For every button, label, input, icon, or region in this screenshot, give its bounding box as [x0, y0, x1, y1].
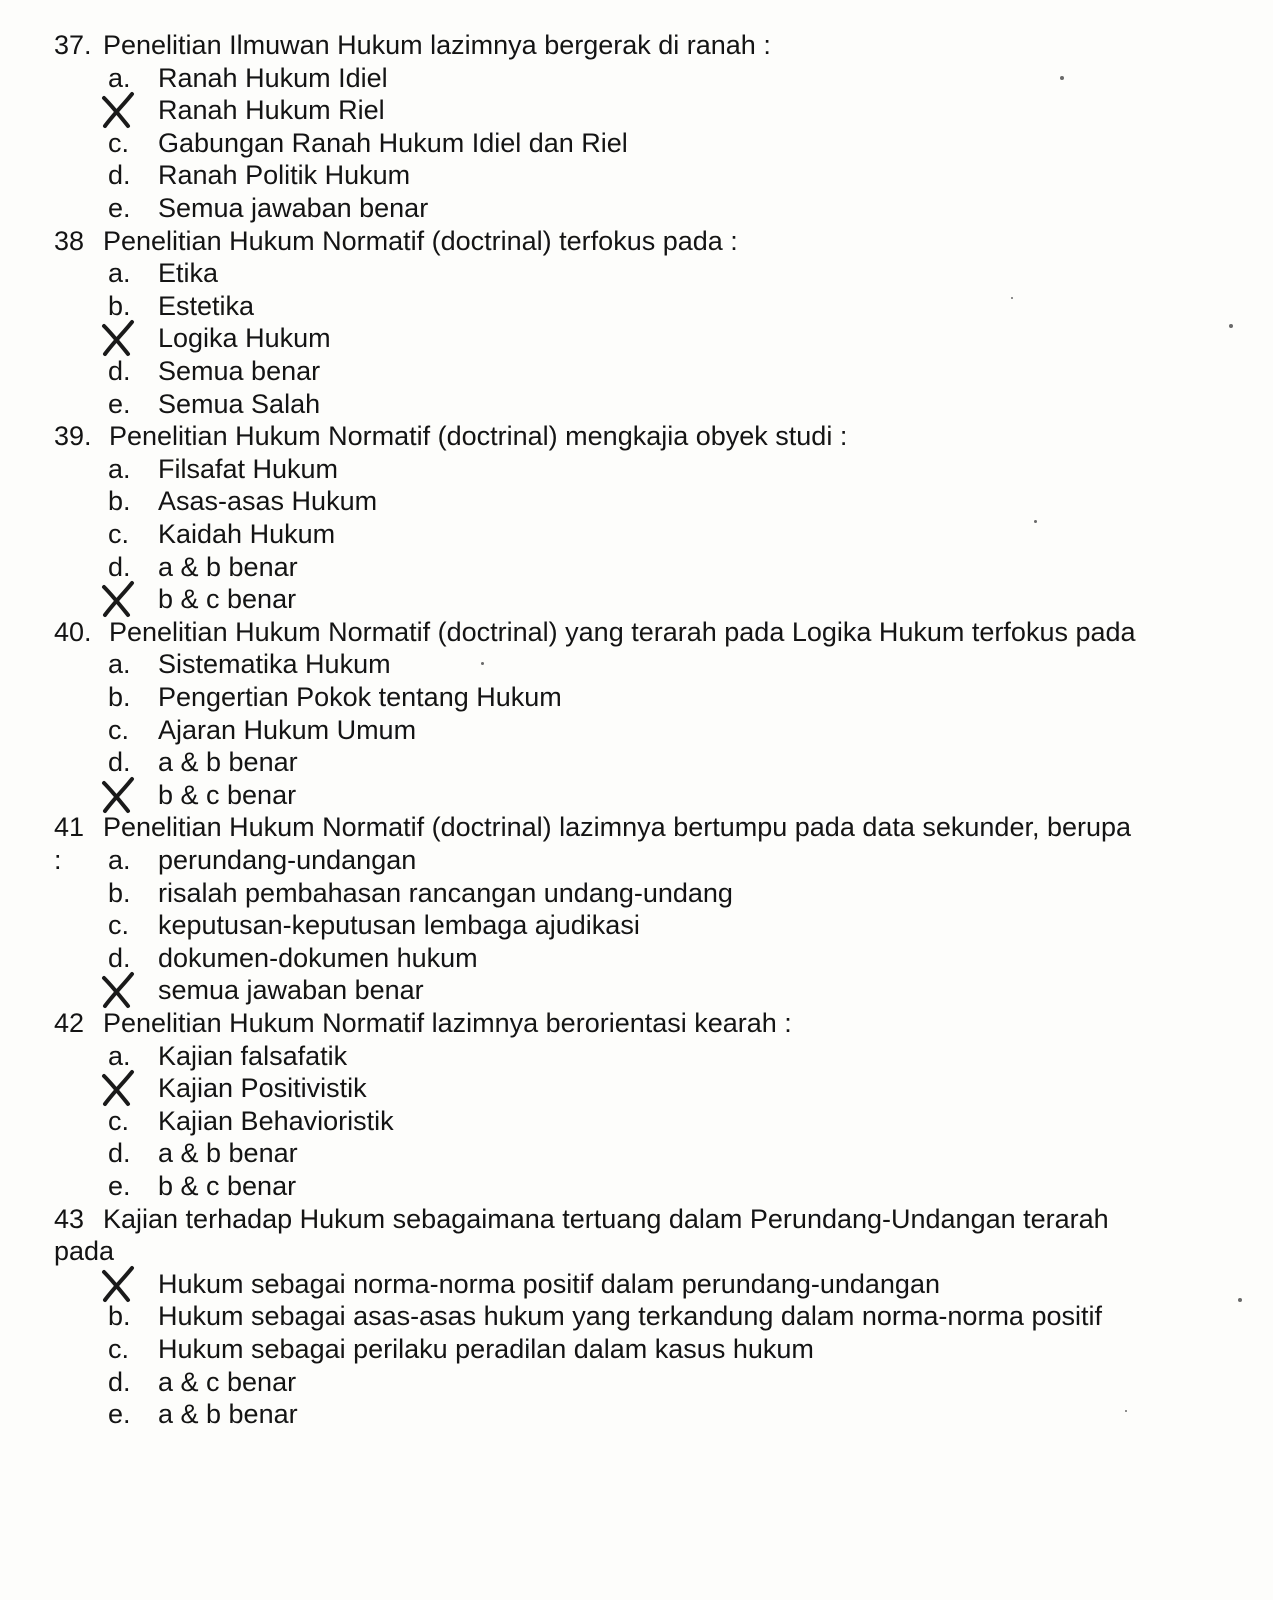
option-letter: e. — [108, 1171, 131, 1201]
handwritten-x-mark — [98, 775, 138, 815]
scan-speck — [1060, 76, 1064, 80]
option-letter: d. — [108, 160, 131, 191]
handwritten-x-mark — [98, 1264, 138, 1304]
option-letter: c. — [108, 1334, 130, 1364]
option-text: Pengertian Pokok tentang Hukum — [158, 682, 562, 712]
option-text: a & c benar — [158, 1366, 297, 1397]
option-letter: a. — [108, 1040, 131, 1071]
option-letter: d. — [108, 1138, 131, 1169]
option-letter: d. — [108, 356, 131, 386]
option-text: Logika Hukum — [158, 323, 331, 354]
option-letter: b. — [108, 290, 131, 321]
option-text: a & b benar — [158, 1138, 298, 1169]
option-text: Kajian falsafatik — [158, 1040, 348, 1071]
question-continuation-colon: : — [54, 845, 62, 875]
option-letter: d. — [108, 1366, 131, 1397]
handwritten-x-mark — [98, 970, 138, 1010]
option-text: Ranah Hukum Riel — [158, 95, 385, 126]
option-text: semua jawaban benar — [158, 975, 424, 1006]
question-number: 41 — [54, 812, 85, 843]
scan-speck — [1238, 1298, 1242, 1302]
option-letter: a. — [108, 649, 131, 680]
question-number: 43 — [54, 1203, 85, 1234]
option-text: perundang-undangan — [158, 845, 417, 875]
question-text: Penelitian Hukum Normatif (doctrinal) yang terarah pada Logika Hukum terfokus pada — [109, 616, 1136, 647]
option-text: Kajian Behavioristik — [158, 1105, 394, 1136]
scan-speck — [1229, 324, 1233, 328]
option-text: Hukum sebagai asas-asas hukum yang terkandung dalam norma-norma positif — [158, 1301, 1102, 1332]
option-text: Filsafat Hukum — [158, 453, 339, 484]
question-text: Penelitian Hukum Normatif (doctrinal) terfokus pada : — [103, 225, 738, 256]
option-text: Sistematika Hukum — [158, 649, 391, 680]
scan-speck — [481, 662, 484, 665]
question-number: 39. — [54, 421, 92, 452]
option-letter: b. — [108, 1301, 131, 1332]
option-text: a & b benar — [158, 1399, 298, 1430]
option-letter: c. — [108, 127, 130, 158]
handwritten-x-mark — [98, 318, 138, 358]
option-text: Semua Salah — [158, 388, 321, 419]
option-text: Semua benar — [158, 356, 321, 386]
handwritten-x-mark — [98, 579, 138, 619]
option-letter: b. — [108, 877, 131, 908]
option-text: Ajaran Hukum Umum — [158, 714, 417, 745]
handwritten-x-mark — [98, 1068, 138, 1108]
option-text: Ranah Politik Hukum — [158, 160, 411, 191]
scan-speck — [1125, 1410, 1127, 1412]
question-number: 38 — [54, 225, 85, 256]
option-letter: b. — [108, 486, 131, 517]
question-text: Penelitian Ilmuwan Hukum lazimnya bergerak di ranah : — [103, 30, 771, 60]
question-text: Penelitian Hukum Normatif lazimnya berorientasi kearah : — [103, 1008, 792, 1038]
option-text: a & b benar — [158, 747, 298, 778]
option-text: Ranah Hukum Idiel — [158, 62, 388, 93]
option-letter: a. — [108, 453, 131, 484]
option-text: b & c benar — [158, 1171, 297, 1201]
option-text: risalah pembahasan rancangan undang-undang — [158, 877, 733, 908]
question-text: Penelitian Hukum Normatif (doctrinal) mengkajia obyek studi : — [109, 421, 848, 452]
option-text: Kajian Positivistik — [158, 1073, 367, 1104]
option-letter: c. — [108, 910, 130, 941]
option-text: Etika — [158, 258, 219, 289]
option-text: Gabungan Ranah Hukum Idiel dan Riel — [158, 127, 628, 158]
option-text: Hukum sebagai norma-norma positif dalam perundang-undangan — [158, 1268, 940, 1299]
option-text: Asas-asas Hukum — [158, 486, 378, 517]
option-text: Semua jawaban benar — [158, 193, 429, 223]
option-text: b & c benar — [158, 779, 297, 810]
option-letter: c. — [108, 1105, 130, 1136]
question-text: Penelitian Hukum Normatif (doctrinal) lazimnya bertumpu pada data sekunder, berupa — [103, 812, 1132, 843]
option-letter: d. — [108, 551, 131, 582]
option-letter: a. — [108, 62, 131, 93]
option-letter: c. — [108, 714, 130, 745]
question-number: 42 — [54, 1008, 85, 1038]
question-number: 40. — [54, 616, 92, 647]
option-letter: a. — [108, 258, 131, 289]
scan-speck — [1011, 297, 1013, 299]
option-text: Estetika — [158, 290, 255, 321]
scan-speck — [1034, 520, 1037, 523]
option-letter: a. — [108, 845, 131, 875]
option-text: Kaidah Hukum — [158, 519, 336, 549]
option-letter: e. — [108, 193, 131, 223]
option-letter: e. — [108, 388, 131, 419]
option-letter: d. — [108, 942, 131, 973]
option-text: keputusan-keputusan lembaga ajudikasi — [158, 910, 640, 941]
handwritten-x-mark — [98, 90, 138, 130]
option-text: dokumen-dokumen hukum — [158, 942, 478, 973]
option-letter: c. — [108, 519, 130, 549]
option-text: b & c benar — [158, 584, 297, 615]
option-letter: e. — [108, 1399, 131, 1430]
question-continuation-text: pada — [54, 1236, 115, 1267]
question-number: 37. — [54, 30, 92, 60]
question-text: Kajian terhadap Hukum sebagaimana tertuang dalam Perundang-Undangan terarah — [103, 1203, 1109, 1234]
option-text: a & b benar — [158, 551, 298, 582]
option-text: Hukum sebagai perilaku peradilan dalam kasus hukum — [158, 1334, 814, 1364]
option-letter: d. — [108, 747, 131, 778]
option-letter: b. — [108, 682, 131, 712]
